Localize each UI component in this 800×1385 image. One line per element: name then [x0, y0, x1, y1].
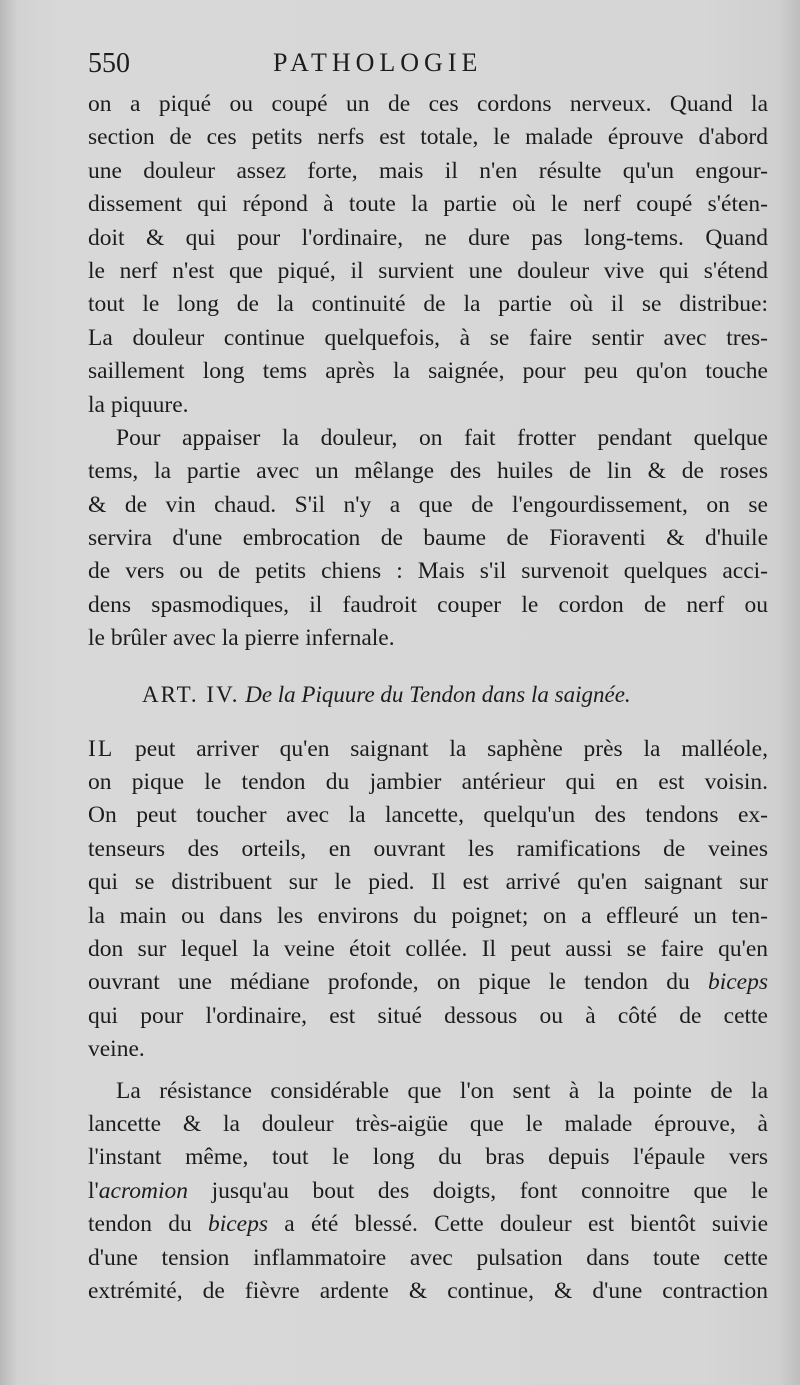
text-line: le nerf n'est que piqué, il survient une douleur vive qui s'étend — [88, 257, 768, 284]
article-heading — [88, 678, 768, 711]
text-line: La résistance considérable que l'on sent à la pointe de la — [116, 1077, 768, 1104]
article-title: De la Piquure du Tendon dans la saignée. — [245, 681, 631, 707]
text-line: d'une tension inflammatoire avec pulsation dans toute cette — [88, 1244, 768, 1271]
text-line: On peut toucher avec la lancette, quelqu'un des tendons ex- — [88, 802, 768, 829]
text-line: tendon du biceps a été blessé. Cette douleur est bientôt suivie — [88, 1211, 769, 1238]
text-line: dens spasmodiques, il faudroit couper le cordon de nerf ou — [88, 591, 768, 618]
text-line: don sur lequel la veine étoit collée. Il peut aussi se faire qu'en — [88, 935, 768, 962]
text-line: & de vin chaud. S'il n'y a que de l'engourdissement, on se — [88, 491, 768, 518]
text-line: la main ou dans les environs du poignet; on a effleuré un ten- — [88, 902, 768, 929]
text-line: qui se distribuent sur le pied. Il est arrivé qu'en saignant sur — [88, 869, 768, 896]
text-line: de vers ou de petits chiens : Mais s'il survenoit quelques acci- — [88, 558, 768, 585]
text-line: le brûler avec la pierre infernale. — [88, 625, 395, 652]
paragraph-1 — [88, 88, 768, 422]
text-line: ouvrant une médiane profonde, on pique le tendon du biceps — [88, 969, 768, 996]
text-line: doit & qui pour l'ordinaire, ne dure pas long-tems. Quand — [88, 224, 768, 251]
text-line: on a piqué ou coupé un de ces cordons nerveux. Quand la — [88, 91, 768, 117]
text-line: on pique le tendon du jambier antérieur qui en est voisin. — [88, 769, 768, 796]
paragraph-4 — [88, 1075, 768, 1309]
page-number: 550 — [88, 48, 130, 79]
text-line: La douleur continue quelquefois, à se faire sentir avec tres- — [88, 324, 768, 351]
text-line: l'instant même, tout le long du bras depuis l'épaule vers — [88, 1144, 768, 1171]
text-line: une douleur assez forte, mais il n'en résulte qu'un engour- — [88, 157, 768, 184]
body-text — [88, 88, 768, 1308]
text-line: IL peut arriver qu'en saignant la saphène près la malléole, — [88, 735, 768, 762]
text-line: tout le long de la continuité de la partie où il se distribue: — [88, 291, 768, 318]
text-line: veine. — [88, 1036, 145, 1063]
text-line: section de ces petits nerfs est totale, le malade éprouve d'abord — [88, 124, 768, 151]
text-line: Pour appaiser la douleur, on fait frotter pendant quelque — [116, 424, 768, 451]
text-line: lancette & la douleur très-aigüe que le malade éprouve, à — [88, 1110, 768, 1137]
text-line: la piquure. — [88, 391, 189, 418]
text-line: extrémité, de fièvre ardente & continue, & d'une contraction — [88, 1277, 768, 1304]
page-header — [88, 44, 768, 84]
paragraph-3 — [88, 733, 768, 1067]
text-line: servira d'une embrocation de baume de Fioraventi & d'huile — [88, 525, 768, 552]
text-line: qui pour l'ordinaire, est situé dessous ou à côté de cette — [88, 1002, 768, 1029]
article-label: ART. IV. — [142, 681, 240, 707]
running-title: PATHOLOGIE — [273, 48, 483, 77]
drop-cap: IL — [88, 735, 115, 762]
text-line: l'acromion jusqu'au bout des doigts, font connoitre que le — [88, 1177, 768, 1204]
paragraph-2 — [88, 422, 768, 656]
text-line: tenseurs des orteils, en ouvrant les ramifications de veines — [88, 835, 768, 862]
text-line: dissement qui répond à toute la partie où le nerf coupé s'éten- — [88, 191, 768, 218]
text-line: saillement long tems après la saignée, pour peu qu'on touche — [88, 358, 768, 385]
text-line: tems, la partie avec un mêlange des huiles de lin & de roses — [88, 458, 768, 485]
